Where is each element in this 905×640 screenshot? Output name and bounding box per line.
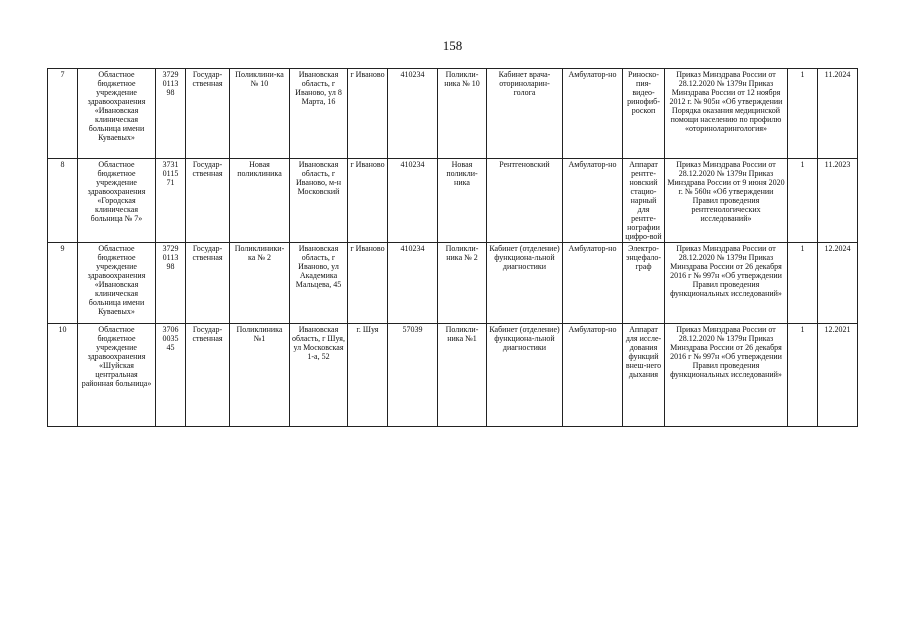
date: 11.2023	[818, 159, 858, 243]
address: Ивановская область, г Иваново, ул 8 Марта, 16	[290, 69, 348, 159]
cabinet-name: Кабинет врача-оториноларин-голога	[487, 69, 563, 159]
zip-code: 410234	[388, 243, 438, 324]
division-name: Поликлини-ка № 10	[230, 69, 290, 159]
equipment-name: Электро-энцефало-граф	[623, 243, 665, 324]
page-number: 158	[442, 38, 463, 53]
ownership-type: Государ-ственная	[186, 243, 230, 324]
care-form: Амбулатор-но	[563, 159, 623, 243]
unit-name: Поликли-ника № 2	[438, 243, 487, 324]
unit-name: Поликли-ника №1	[438, 324, 487, 427]
row-number: 10	[48, 324, 78, 427]
regulation-order: Приказ Минздрава России от 28.12.2020 № 1379н Приказ Минздрава России от 26 декабря 2016 г № 997н «Об утверждении Правил проведения функциональных исследований»	[665, 243, 788, 324]
equipment-name: Риноско-пия-видео-ринофиб-роскоп	[623, 69, 665, 159]
cabinet-name: Рентгеновский	[487, 159, 563, 243]
date: 11.2024	[818, 69, 858, 159]
zip-code: 57039	[388, 324, 438, 427]
ownership-type: Государ-ственная	[186, 159, 230, 243]
cabinet-name: Кабинет (отделение) функциона-льной диагностики	[487, 324, 563, 427]
care-form: Амбулатор-но	[563, 69, 623, 159]
care-form: Амбулатор-но	[563, 243, 623, 324]
organization-code: 3729 0113 98	[156, 243, 186, 324]
organization-name: Областное бюджетное учреждение здравоохранения «Шуйская центральная районная больница»	[78, 324, 156, 427]
organization-name: Областное бюджетное учреждение здравоохранения «Ивановская клиническая больница имени Куваевых»	[78, 243, 156, 324]
equipment-name: Аппарат рентге-новский стацио-нарный для рентге-нографии цифро-вой	[623, 159, 665, 243]
quantity: 1	[788, 243, 818, 324]
unit-name: Новая поликли-ника	[438, 159, 487, 243]
address: Ивановская область, г Шуя, ул Московская 1-а, 52	[290, 324, 348, 427]
organization-name: Областное бюджетное учреждение здравоохранения «Городская клиническая больница № 7»	[78, 159, 156, 243]
division-name: Поликлиника №1	[230, 324, 290, 427]
regulation-order: Приказ Минздрава России от 28.12.2020 № 1379н Приказ Минздрава России от 26 декабря 2016 г № 997н «Об утверждении Правил проведения функциональных исследований»	[665, 324, 788, 427]
division-name: Поликлиники-ка № 2	[230, 243, 290, 324]
city: г Иваново	[348, 69, 388, 159]
city: г Иваново	[348, 243, 388, 324]
quantity: 1	[788, 324, 818, 427]
table-row	[48, 324, 858, 427]
address: Ивановская область, г Иваново, м-н Московский	[290, 159, 348, 243]
cabinet-name: Кабинет (отделение) функциона-льной диагностики	[487, 243, 563, 324]
organization-code: 3729 0113 98	[156, 69, 186, 159]
table-row	[48, 159, 858, 243]
date: 12.2021	[818, 324, 858, 427]
zip-code: 410234	[388, 159, 438, 243]
organization-name: Областное бюджетное учреждение здравоохранения «Ивановская клиническая больница имени Куваевых»	[78, 69, 156, 159]
division-name: Новая поликлиника	[230, 159, 290, 243]
row-number: 9	[48, 243, 78, 324]
organization-code: 3731 0115 71	[156, 159, 186, 243]
row-number: 8	[48, 159, 78, 243]
city: г. Шуя	[348, 324, 388, 427]
regulation-order: Приказ Минздрава России от 28.12.2020 № 1379н Приказ Минздрава России от 12 ноября 2012 г. № 905н «Об утверждении Порядка оказания медицинской помощи населению по профилю «оториноларингология»	[665, 69, 788, 159]
date: 12.2024	[818, 243, 858, 324]
equipment-name: Аппарат для иссле-дования функций внеш-него дыхания	[623, 324, 665, 427]
row-number: 7	[48, 69, 78, 159]
equipment-registry-table	[47, 68, 858, 427]
address: Ивановская область, г Иваново, ул Академика Мальцева, 45	[290, 243, 348, 324]
regulation-order: Приказ Минздрава России от 28.12.2020 № 1379н Приказ Минздрава России от 9 июня 2020 г. № 560н «Об утверждении Правил проведения рентгенологических исследований»	[665, 159, 788, 243]
table-row	[48, 243, 858, 324]
unit-name: Поликли-ника № 10	[438, 69, 487, 159]
zip-code: 410234	[388, 69, 438, 159]
city: г Иваново	[348, 159, 388, 243]
organization-code: 3706 0035 45	[156, 324, 186, 427]
ownership-type: Государ-ственная	[186, 324, 230, 427]
table-row	[48, 69, 858, 159]
ownership-type: Государ-ственная	[186, 69, 230, 159]
quantity: 1	[788, 159, 818, 243]
quantity: 1	[788, 69, 818, 159]
care-form: Амбулатор-но	[563, 324, 623, 427]
